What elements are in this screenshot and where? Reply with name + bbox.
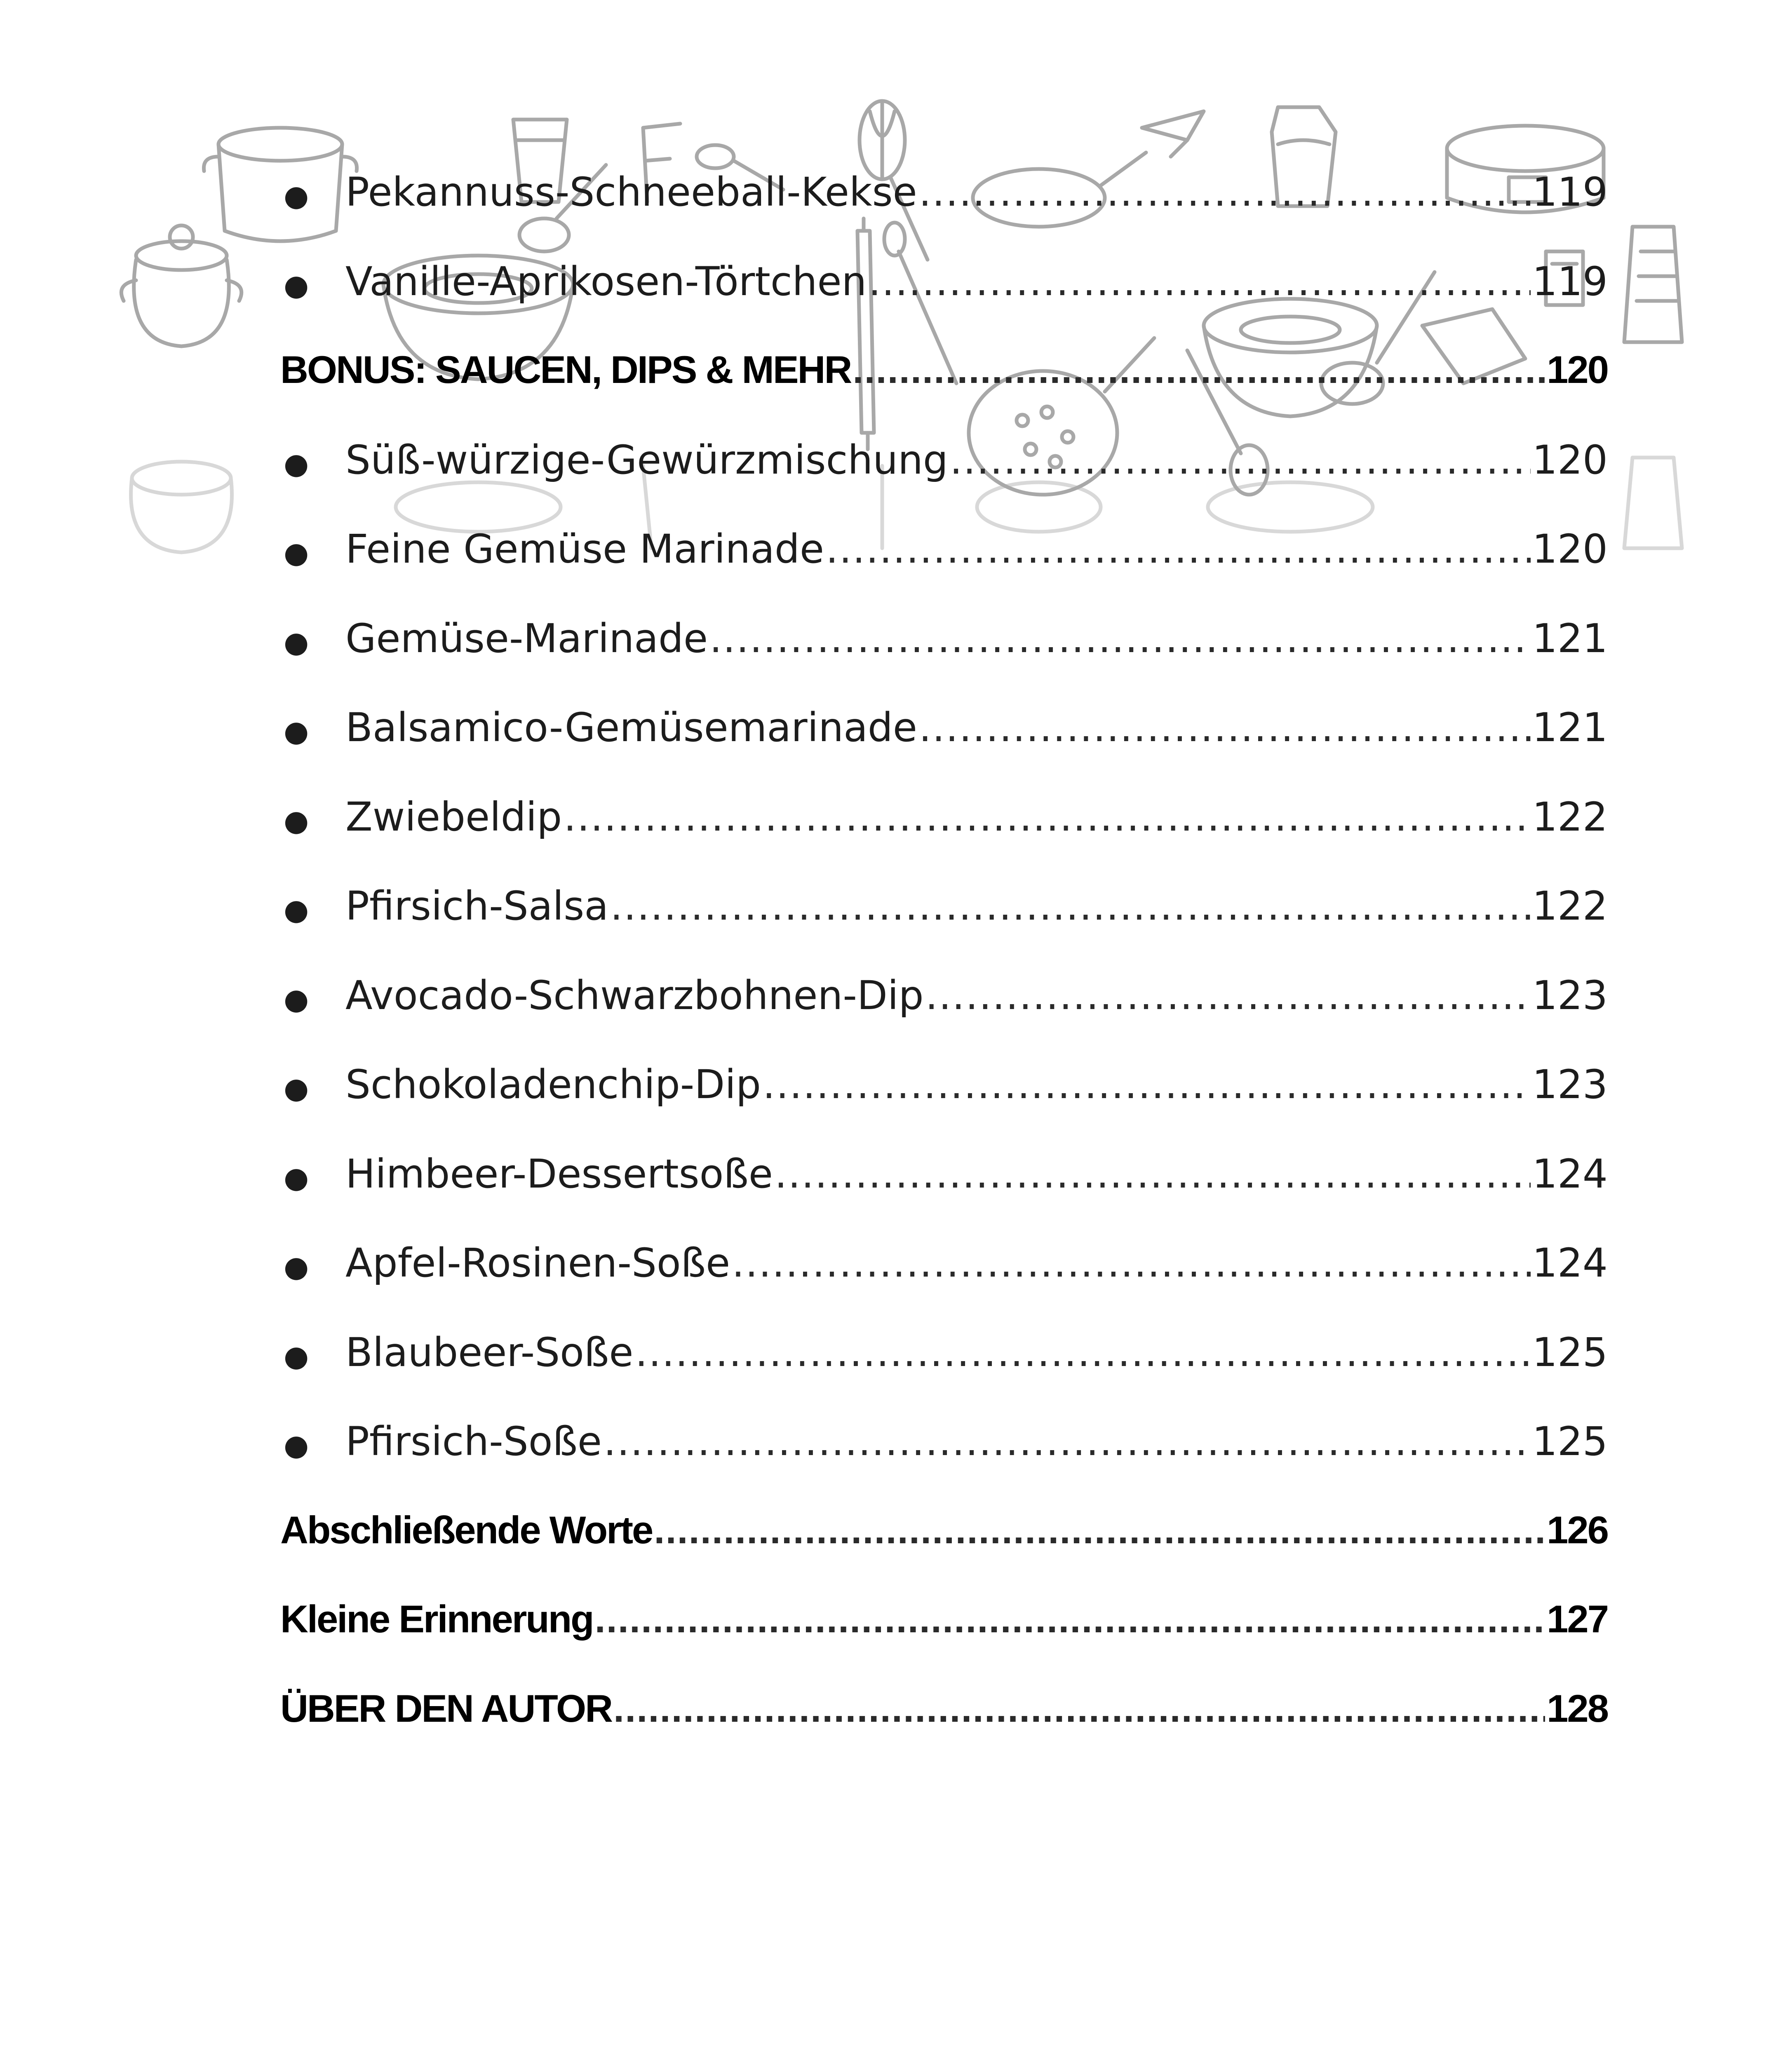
toc-page-number: 121 bbox=[1532, 615, 1608, 662]
dot-leader bbox=[950, 437, 1531, 483]
toc-page-number: 125 bbox=[1532, 1418, 1608, 1465]
toc-entry-title: Avocado-Schwarzbohnen-Dip bbox=[345, 972, 924, 1019]
toc-recipe-entry[interactable] bbox=[280, 1151, 1608, 1240]
toc-page-number: 122 bbox=[1532, 793, 1608, 840]
toc-page-number: 121 bbox=[1532, 704, 1608, 751]
toc-page-number: 119 bbox=[1532, 258, 1608, 305]
toc-page-number: 125 bbox=[1532, 1329, 1608, 1376]
toc-chapter-entry[interactable] bbox=[280, 1597, 1608, 1686]
bullet-icon: ● bbox=[284, 446, 309, 481]
toc-page-number: 123 bbox=[1532, 972, 1608, 1019]
toc-entry-title: Pfirsich-Soße bbox=[345, 1418, 602, 1465]
toc-recipe-entry[interactable] bbox=[280, 258, 1608, 348]
dot-leader bbox=[868, 258, 1530, 305]
grater-icon bbox=[1624, 227, 1682, 342]
toc-page-number: 127 bbox=[1547, 1597, 1608, 1641]
toc-page-number: 120 bbox=[1547, 348, 1608, 391]
toc-recipe-entry[interactable] bbox=[280, 1329, 1608, 1419]
toc-entry-title: Himbeer-Dessertsoße bbox=[345, 1150, 773, 1197]
toc-recipe-entry[interactable] bbox=[280, 169, 1608, 258]
toc-recipe-entry[interactable] bbox=[280, 972, 1608, 1062]
toc-entry-title: Pfirsich-Salsa bbox=[345, 883, 609, 929]
toc-entry-title: Abschließende Worte bbox=[280, 1508, 653, 1552]
toc-recipe-entry[interactable] bbox=[280, 615, 1608, 705]
toc-page-number: 124 bbox=[1532, 1150, 1608, 1197]
bullet-icon: ● bbox=[284, 179, 309, 213]
dot-leader bbox=[775, 1151, 1531, 1197]
toc-entry-title: BONUS: SAUCEN, DIPS & MEHR bbox=[280, 348, 851, 391]
toc-recipe-entry[interactable] bbox=[280, 1418, 1608, 1508]
dot-leader bbox=[763, 1061, 1531, 1108]
toc-recipe-entry[interactable] bbox=[280, 437, 1608, 526]
bullet-icon: ● bbox=[284, 536, 309, 570]
bullet-icon: ● bbox=[284, 1339, 309, 1373]
dot-leader bbox=[654, 1508, 1545, 1552]
dot-leader bbox=[564, 794, 1531, 840]
toc-page-number: 124 bbox=[1532, 1240, 1608, 1286]
dot-leader bbox=[853, 347, 1545, 392]
toc-recipe-entry[interactable] bbox=[280, 1061, 1608, 1151]
toc-page-number: 126 bbox=[1547, 1508, 1608, 1552]
bullet-icon: ● bbox=[284, 1160, 309, 1195]
dot-leader bbox=[919, 169, 1531, 215]
toc-entry-title: Pekannuss-Schneeball-Kekse bbox=[345, 169, 917, 215]
toc-page-number: 128 bbox=[1547, 1686, 1608, 1730]
toc-page-number: 119 bbox=[1532, 169, 1608, 215]
bullet-icon: ● bbox=[284, 268, 309, 302]
bullet-icon: ● bbox=[284, 714, 309, 748]
toc-entry-title: Apfel-Rosinen-Soße bbox=[345, 1240, 730, 1286]
bullet-icon: ● bbox=[284, 625, 309, 659]
toc-entry-title: Vanille-Aprikosen-Törtchen bbox=[345, 258, 867, 305]
toc-chapter-entry[interactable] bbox=[280, 1508, 1608, 1597]
toc-entry-title: Feine Gemüse Marinade bbox=[345, 526, 824, 572]
dot-leader bbox=[610, 883, 1531, 929]
dot-leader bbox=[919, 704, 1531, 751]
toc-recipe-entry[interactable] bbox=[280, 1240, 1608, 1329]
toc-page-number: 120 bbox=[1532, 437, 1608, 483]
toc-chapter-entry[interactable] bbox=[280, 347, 1608, 437]
dot-leader bbox=[604, 1418, 1531, 1465]
toc-entry-title: Gemüse-Marinade bbox=[345, 615, 708, 662]
dot-leader bbox=[826, 526, 1531, 572]
toc-entry-title: Balsamico-Gemüsemarinade bbox=[345, 704, 917, 751]
toc-page-number: 123 bbox=[1532, 1061, 1608, 1108]
toc-recipe-entry[interactable] bbox=[280, 883, 1608, 972]
toc-entry-title: Zwiebeldip bbox=[345, 793, 562, 840]
toc-entry-title: ÜBER DEN AUTOR bbox=[280, 1686, 612, 1730]
bullet-icon: ● bbox=[284, 893, 309, 927]
dot-leader bbox=[595, 1597, 1545, 1641]
knife-icon bbox=[1142, 111, 1204, 157]
bullet-icon: ● bbox=[284, 1250, 309, 1284]
dot-leader bbox=[613, 1686, 1545, 1731]
toc-entry-title: Schokoladenchip-Dip bbox=[345, 1061, 761, 1108]
dot-leader bbox=[709, 615, 1531, 662]
toc-entry-title: Kleine Erinnerung bbox=[280, 1597, 593, 1641]
dot-leader bbox=[635, 1329, 1530, 1376]
toc-page-number: 120 bbox=[1532, 526, 1608, 572]
toc-recipe-entry[interactable] bbox=[280, 794, 1608, 883]
toc-recipe-entry[interactable] bbox=[280, 526, 1608, 615]
toc-entry-title: Blaubeer-Soße bbox=[345, 1329, 634, 1376]
dot-leader bbox=[732, 1240, 1531, 1286]
bullet-icon: ● bbox=[284, 803, 309, 838]
bullet-icon: ● bbox=[284, 1071, 309, 1105]
table-of-contents bbox=[280, 169, 1608, 1775]
bullet-icon: ● bbox=[284, 982, 309, 1016]
toc-entry-title: Süß-würzige-Gewürzmischung bbox=[345, 437, 948, 483]
toc-recipe-entry[interactable] bbox=[280, 704, 1608, 794]
lidded-pot-icon bbox=[121, 225, 241, 346]
bullet-icon: ● bbox=[284, 1428, 309, 1462]
dot-leader bbox=[925, 972, 1531, 1019]
toc-page-number: 122 bbox=[1532, 883, 1608, 929]
toc-chapter-entry[interactable] bbox=[280, 1686, 1608, 1776]
